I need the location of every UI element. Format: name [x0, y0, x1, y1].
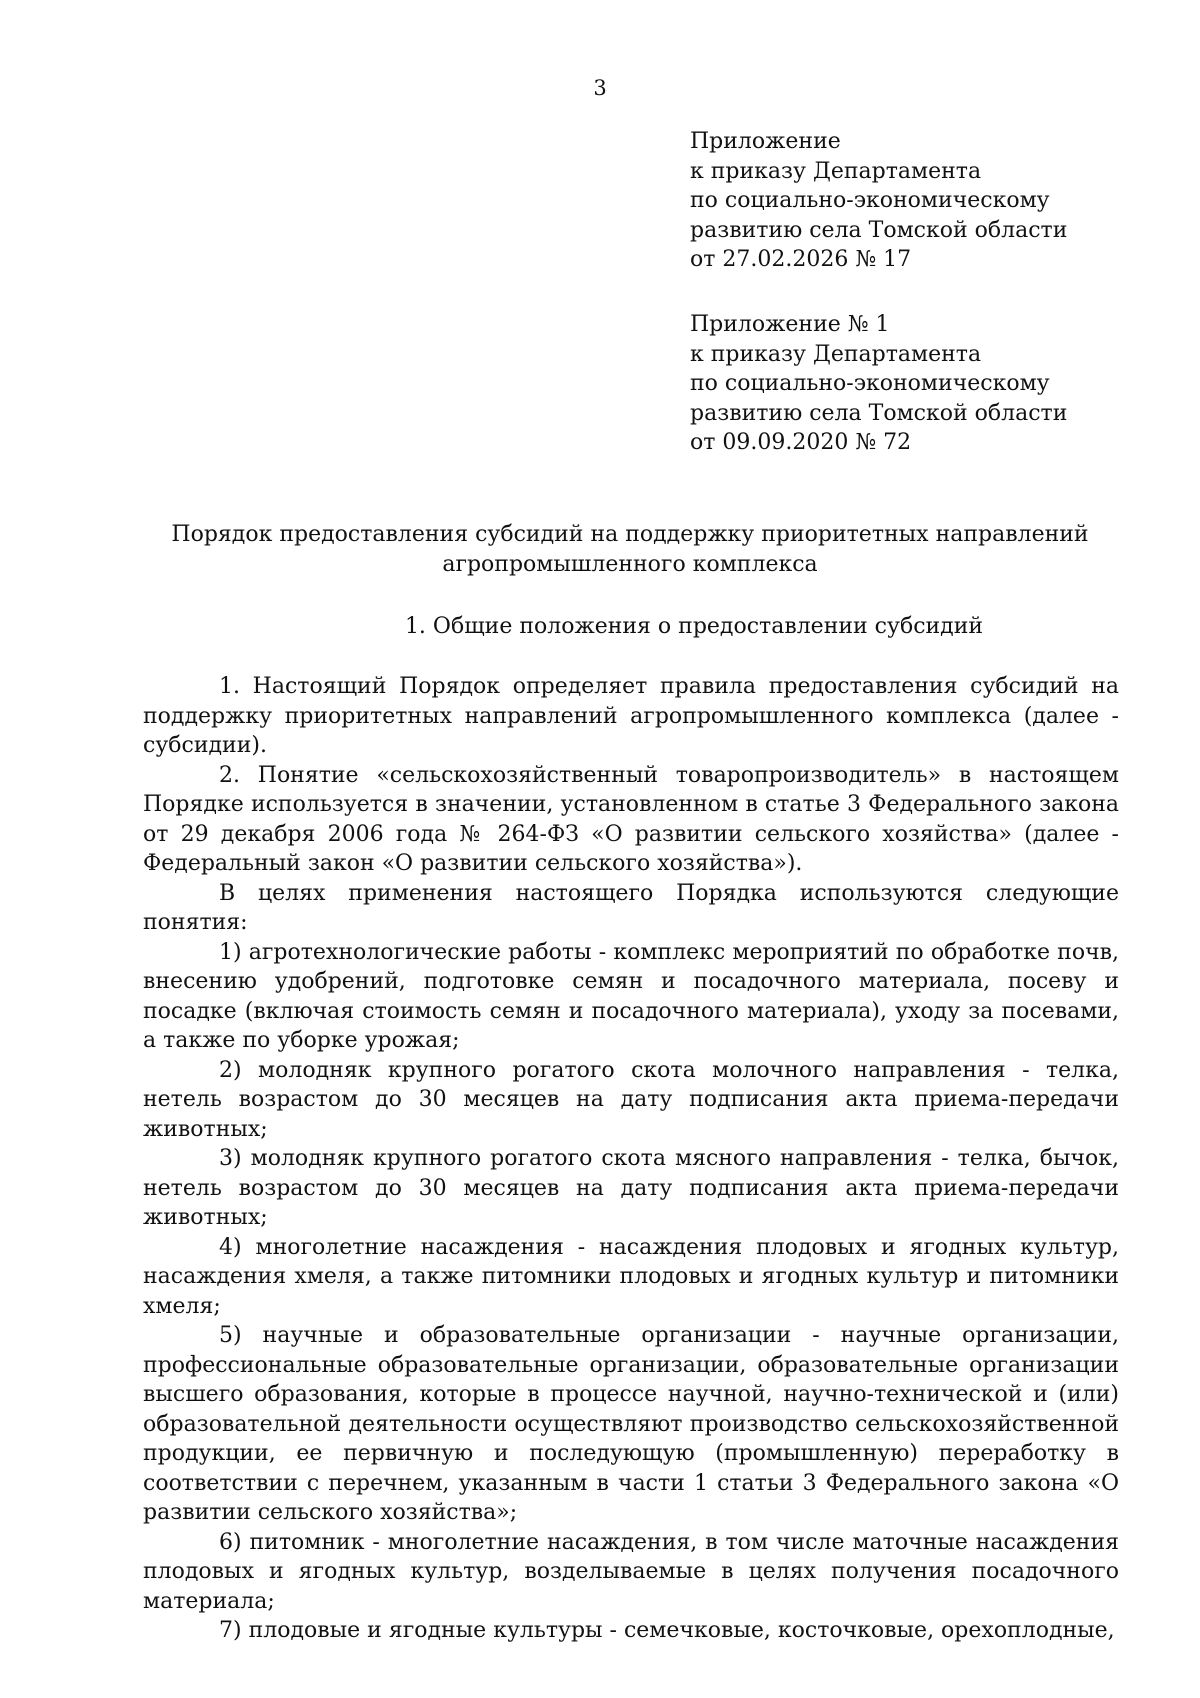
paragraph: 3) молодняк крупного рогатого скота мясного направления - телка, бычок, нетель возрастом до 30 месяцев на дату подписания акта приема-передачи животных; [143, 1146, 1119, 1230]
attachment-line: от 09.09.2020 № 72 [690, 430, 912, 455]
attachment-line: по социально-экономическому [690, 371, 1050, 396]
paragraph: 2) молодняк крупного рогатого скота молочного направления - телка, нетель возрастом до 30 месяцев на дату подписания акта приема-передачи животных; [143, 1057, 1119, 1142]
attachment-line: к приказу Департамента [690, 158, 982, 184]
paragraph: 6) питомник - многолетние насаждения, в том числе маточные насаждения плодовых и ягодных культур, возделываемые в целях получения посадочного материала; [143, 1529, 1119, 1614]
attachment-line: Приложение № 1 [690, 312, 890, 337]
section-heading: 1. Общие положения о предоставлении субсидий [404, 614, 984, 639]
attachment-line: по социально-экономическому [690, 188, 1050, 213]
body-text [143, 672, 1119, 1646]
attachment-line: Приложение [690, 129, 841, 154]
attachment-block-original [690, 310, 1170, 458]
paragraph: В целях применения настоящего Порядка используются следующие понятия: [143, 880, 1119, 935]
paragraph: 1) агротехнологические работы - комплекс мероприятий по обработке почв, внесению удобрений, подготовке семян и посадочного материала, посеву и посадке (включая стоимость семян и посадочного материала), уходу за посевами, а также по уборке урожая; [143, 939, 1119, 1053]
attachment-line: развитию села Томской области [690, 400, 1068, 426]
page-number: 3 [593, 76, 607, 100]
document-title [140, 520, 1120, 579]
document-title-line: агропромышленного комплекса [442, 551, 818, 577]
attachment-line: развитию села Томской области [690, 217, 1068, 243]
attachment-block-current [690, 127, 1170, 275]
paragraph: 1. Настоящий Порядок определяет правила предоставления субсидий на поддержку приоритетных направлений агропромышленного комплекса (далее - субсидии). [143, 674, 1119, 758]
attachment-line: от 27.02.2026 № 17 [690, 247, 912, 272]
document-title-line: Порядок предоставления субсидий на поддержку приоритетных направлений [171, 522, 1089, 547]
paragraph: 7) плодовые и ягодные культуры - семечковые, косточковые, орехоплодные, [219, 1618, 1115, 1643]
paragraph: 5) научные и образовательные организации - научные организации, профессиональные образовательные организации, образовательные организации высшего образования, которые в процессе научной, научно-технической и (или) образовательной деятельности осуществляют производство сельскохозяйственной продукции, ее первичную и последующую (промышленную) переработку в соответствии с перечнем, указанным в части 1 статьи 3 Федерального закона «О развитии сельского хозяйства»; [143, 1323, 1119, 1525]
paragraph: 4) многолетние насаждения - насаждения плодовых и ягодных культур, насаждения хмеля, а также питомники плодовых и ягодных культур и питомники хмеля; [143, 1234, 1119, 1319]
attachment-line: к приказу Департамента [690, 341, 982, 367]
paragraph: 2. Понятие «сельскохозяйственный товаропроизводитель» в настоящем Порядке используется в значении, установленном в статье 3 Федерального закона от 29 декабря 2006 года № 264-ФЗ «О развитии сельского хозяйства» (далее - Федеральный закон «О развитии сельского хозяйства»). [143, 762, 1119, 876]
